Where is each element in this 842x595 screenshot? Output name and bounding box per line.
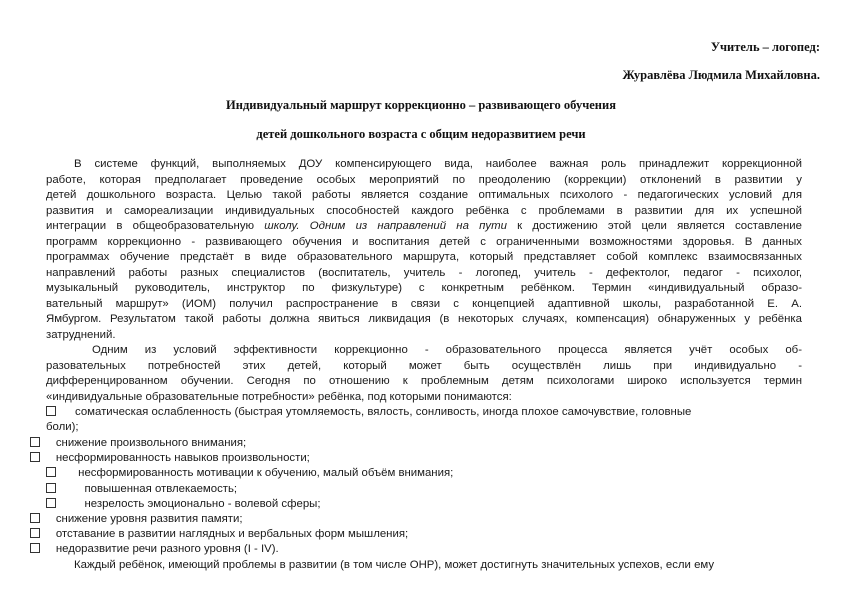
text-line: работе, которая предполагает проведение особых мероприятий по преодолению (коррекции) отклонений в развитии у <box>46 173 802 186</box>
list-item-text: несформированность навыков произвольности; <box>55 452 310 464</box>
list-item-text: снижение произвольного внимания; <box>55 437 247 449</box>
list-item-text: соматическая ослабленность (быстрая утомляемость, вялость, сонливость, иногда плохое самочувствие, головные <box>75 406 692 418</box>
document-title-line2: детей дошкольного возраста с общим недоразвитием речи <box>256 127 586 141</box>
italic-segment: школу. Одним из направлений на пути <box>264 220 507 232</box>
list-item-continuation: боли); <box>46 421 79 433</box>
list-item-text: незрелость эмоционально - волевой сферы; <box>84 498 321 510</box>
list-item <box>46 482 237 498</box>
text-line: затруднений. <box>46 328 116 341</box>
text-segment: интеграции в общеобразовательную <box>46 220 255 232</box>
text-line: разовательных потребностей этих детей, который может быть осуществлён лишь при индивидуально - <box>46 359 802 372</box>
text-line: развития и самореализации индивидуальных способностей каждого ребёнка с проблемами в развитии для их успешной <box>46 204 802 217</box>
document-title-line1: Индивидуальный маршрут коррекционно – развивающего обучения <box>226 98 616 112</box>
text-line <box>46 219 802 235</box>
checkbox-icon <box>30 452 40 462</box>
list-item <box>30 542 279 558</box>
text-line: направлений работы разных специалистов (воспитатель, учитель - логопед, учитель - дефектолог, педагог - психолог, <box>46 266 802 279</box>
paragraph-intro <box>46 157 802 343</box>
list-item <box>30 451 310 467</box>
text-segment: к достижению этой цели является составление <box>517 220 802 232</box>
paragraph-needs <box>46 343 802 405</box>
checkbox-icon <box>30 513 40 523</box>
author-role: Учитель – логопед: <box>710 40 820 54</box>
text-line: Одним из условий эффективности коррекционно - образовательного процесса является учёт особых об- <box>92 344 802 356</box>
checkbox-icon <box>46 498 56 508</box>
checkbox-icon <box>30 437 40 447</box>
list-item-text: несформированность мотивации к обучению, малый объём внимания; <box>78 467 454 479</box>
text-line: программ коррекционно - развивающего обучения и воспитания детей с ограниченными возможностями здоровья. В данных <box>46 235 802 248</box>
list-item-text: повышенная отвлекаемость; <box>84 483 238 495</box>
text-line: Ямбургом. Результатом такой работы должна явиться ликвидация (в некоторых случаях, компенсация) обнаруженных у ребёнка <box>46 313 802 325</box>
checkbox-icon <box>46 483 56 493</box>
list-item <box>46 497 321 513</box>
list-item <box>30 512 243 528</box>
list-item <box>30 527 408 543</box>
checkbox-icon <box>46 406 56 416</box>
checkbox-icon <box>46 467 56 477</box>
text-line: музыкальный руководитель, инструктор по физкультуре) с конкретным ребёнком. Термин «индивидуальный образо- <box>46 282 802 294</box>
list-item-text: снижение уровня развития памяти; <box>55 513 243 525</box>
text-line: В системе функций, выполняемых ДОУ компенсирующего вида, наиболее важная роль принадлежит коррекционной <box>74 158 802 170</box>
list-item-text: недоразвитие речи разного уровня (I - IV). <box>55 543 279 555</box>
text-line: детей дошкольного возраста. Целью такой работы является создание оптимальных психолого - педагогических условий для <box>46 189 802 201</box>
text-line: дифференцированном обучении. Сегодня по отношению к проблемным детям психологами широко используется термин <box>46 375 802 387</box>
list-item-text: отставание в развитии наглядных и вербальных форм мышления; <box>55 528 409 540</box>
text-line: «индивидуальные образовательные потребности» ребёнка, под которыми понимаются: <box>46 390 512 403</box>
text-line: программах обучение предстаёт в виде образовательного маршрута, который представляет собой комплекс взаимосвязанных <box>46 251 802 263</box>
list-item <box>30 436 246 452</box>
list-item <box>46 405 691 421</box>
checkbox-icon <box>30 543 40 553</box>
closing-paragraph-start: Каждый ребёнок, имеющий проблемы в развитии (в том числе ОНР), может достигнуть значительных успехов, если ему <box>74 559 715 571</box>
text-line: вательный маршрут» (ИОМ) получил распространение в связи с концепцией адаптивной школы, разработанной Е. А. <box>46 297 802 310</box>
checkbox-icon <box>30 528 40 538</box>
author-name: Журавлёва Людмила Михайловна. <box>622 68 820 82</box>
list-item <box>46 466 453 482</box>
